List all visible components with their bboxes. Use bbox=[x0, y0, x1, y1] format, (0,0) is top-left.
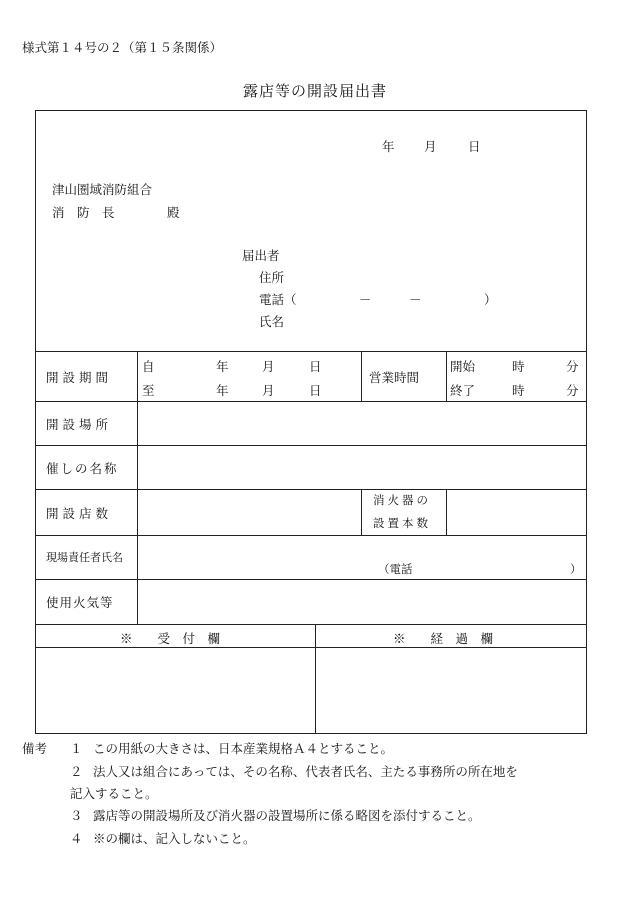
hours-end-hour: 時 bbox=[512, 383, 525, 398]
date-year-label: 年 bbox=[382, 139, 395, 154]
hours-end: 終了 bbox=[450, 383, 476, 398]
manager-label: 現場責任者氏名 bbox=[46, 551, 123, 564]
hours-label: 営業時間 bbox=[369, 370, 420, 385]
form-number: 様式第１４号の２（第１５条関係） bbox=[22, 40, 223, 55]
note-4-text: ※の欄は、記入しないこと。 bbox=[93, 831, 256, 846]
page-title: 露店等の開設届出書 bbox=[242, 82, 387, 100]
honorific: 殿 bbox=[167, 205, 180, 220]
note-2-continued: 記入すること。 bbox=[70, 786, 158, 801]
applicant-phone-label: 電話（ － － ） bbox=[259, 292, 497, 307]
period-from: 自 bbox=[142, 359, 155, 374]
hours-start: 開始 bbox=[450, 359, 476, 374]
application-form bbox=[35, 110, 587, 734]
period-to-month: 月 bbox=[262, 383, 275, 398]
manager-phone-close: ） bbox=[570, 562, 582, 576]
note-1-number: １ bbox=[70, 741, 83, 756]
hours-start-hour: 時 bbox=[512, 359, 525, 374]
note-2-number: ２ bbox=[70, 764, 83, 779]
progress-column-header: ※ 経 過 欄 bbox=[393, 631, 494, 646]
location-label: 開設場所 bbox=[46, 417, 113, 432]
manager-phone-open: （電話 bbox=[378, 562, 413, 576]
period-to: 至 bbox=[142, 383, 155, 398]
period-from-day: 日 bbox=[309, 359, 322, 374]
date-day-label: 日 bbox=[468, 139, 481, 154]
applicant-name-label: 氏名 bbox=[259, 314, 285, 329]
note-1-text: この用紙の大きさは、日本産業規格Ａ４とすること。 bbox=[93, 741, 394, 756]
hours-start-minute: 分 bbox=[566, 359, 579, 374]
period-from-year: 年 bbox=[216, 359, 229, 374]
period-to-day: 日 bbox=[309, 383, 322, 398]
note-2-text: 法人又は組合にあっては、その名称、代表者氏名、主たる事務所の所在地を bbox=[93, 764, 518, 779]
extinguisher-label-1: 消火器の bbox=[373, 493, 431, 507]
applicant-label: 届出者 bbox=[242, 248, 280, 263]
fire-use-label: 使用火気等 bbox=[46, 595, 114, 610]
event-name-label: 催しの名称 bbox=[46, 461, 119, 476]
notes-label: 備考 bbox=[22, 741, 48, 756]
extinguisher-label-2: 設置本数 bbox=[373, 516, 431, 530]
note-3-number: ３ bbox=[70, 808, 83, 823]
note-4-number: ４ bbox=[70, 831, 83, 846]
date-month-label: 月 bbox=[424, 139, 437, 154]
store-count-label: 開設店数 bbox=[46, 506, 113, 521]
hours-end-minute: 分 bbox=[566, 383, 579, 398]
period-to-year: 年 bbox=[216, 383, 229, 398]
recipient-title: 消 防 長 bbox=[52, 205, 115, 220]
recipient-org: 津山圏域消防組合 bbox=[52, 182, 153, 197]
applicant-address-label: 住所 bbox=[259, 270, 285, 285]
period-from-month: 月 bbox=[262, 359, 275, 374]
note-3-text: 露店等の開設場所及び消火器の設置場所に係る略図を添付すること。 bbox=[93, 808, 481, 823]
period-label: 開設期間 bbox=[46, 370, 113, 385]
reception-column-header: ※ 受 付 欄 bbox=[120, 631, 221, 646]
